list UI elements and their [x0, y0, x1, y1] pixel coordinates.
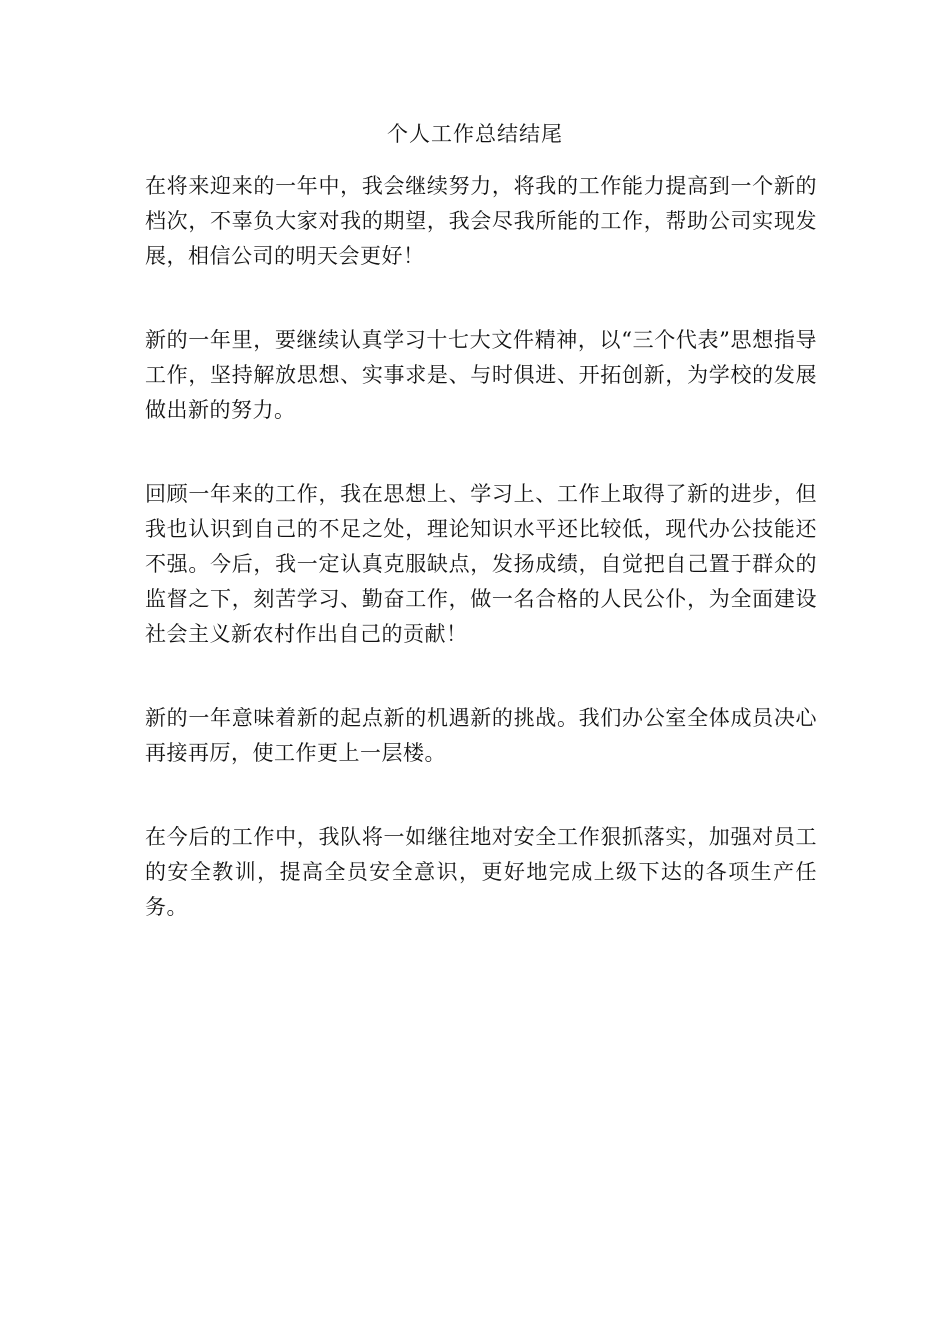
- paragraph-1: 在将来迎来的一年中，我会继续努力，将我的工作能力提高到一个新的档次，不辜负大家对我的期望，我会尽我所能的工作，帮助公司实现发展，相信公司的明天会更好！: [145, 174, 817, 268]
- document-title: 个人工作总结结尾: [387, 122, 563, 146]
- paragraph-4: 新的一年意味着新的起点新的机遇新的挑战。我们办公室全体成员决心再接再厉，使工作更上一层楼。: [145, 706, 817, 765]
- document-body: [145, 169, 817, 974]
- paragraph-3: 回顾一年来的工作，我在思想上、学习上、工作上取得了新的进步，但我也认识到自己的不足之处，理论知识水平还比较低，现代办公技能还不强。今后，我一定认真克服缺点，发扬成绩，自觉把自己置于群众的监督之下，刻苦学习、勤奋工作，做一名合格的人民公仆，为全面建设社会主义新农村作出自己的贡献！: [145, 482, 817, 646]
- paragraph-5: 在今后的工作中，我队将一如继往地对安全工作狠抓落实，加强对员工的安全教训，提高全员安全意识，更好地完成上级下达的各项生产任务。: [145, 825, 817, 919]
- paragraph-2: 新的一年里，要继续认真学习十七大文件精神，以“三个代表”思想指导工作，坚持解放思想、实事求是、与时俱进、开拓创新，为学校的发展做出新的努力。: [145, 328, 817, 422]
